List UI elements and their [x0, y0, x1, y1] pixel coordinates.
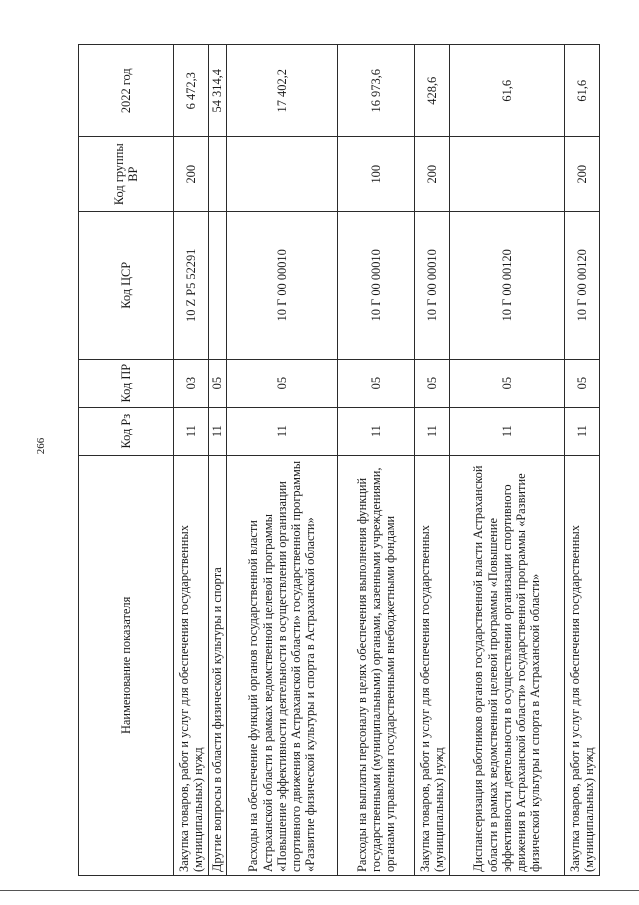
cell-csr: 10 Z P5 52291 [174, 211, 209, 359]
table-row [450, 45, 565, 876]
budget-table-container [78, 44, 600, 876]
header-vr: Код группы ВР [79, 137, 174, 211]
table-row [209, 45, 227, 876]
cell-vr: 100 [338, 137, 415, 211]
cell-pr: 05 [209, 359, 227, 407]
cell-pr: 05 [450, 359, 565, 407]
cell-vr: 200 [174, 137, 209, 211]
cell-pr: 05 [415, 359, 450, 407]
cell-name: Закупка товаров, работ и услуг для обеспечения государственных (муниципальных) нужд [415, 455, 450, 875]
cell-amount: 428,6 [415, 45, 450, 137]
cell-vr [227, 137, 338, 211]
cell-csr: 10 Г 00 00010 [338, 211, 415, 359]
cell-name: Расходы на обеспечение функций органов государственной власти Астраханской области в рамках ведомственной целевой программы «Повышение эффективности деятельности в осуществлении организации спортивного движения в Астраханской области» государственной программы «Развитие физической культуры и спорта в Астраханской области» [227, 455, 338, 875]
cell-vr: 200 [565, 137, 600, 211]
cell-name: Диспансеризация работников органов государственной власти Астраханской области в рамках ведомственной целевой программы «Повышение эффективности деятельности в осуществлении организации спортивного движения в Астраханской области» государственной программы «Развитие физической культуры и спорта в Астраханской области» [450, 455, 565, 875]
cell-amount: 61,6 [450, 45, 565, 137]
cell-csr: 10 Г 00 00010 [415, 211, 450, 359]
table-row [227, 45, 338, 876]
cell-amount: 54 314,4 [209, 45, 227, 137]
table-row [174, 45, 209, 876]
cell-name: Другие вопросы в области физической культуры и спорта [209, 455, 227, 875]
cell-rz: 11 [338, 407, 415, 455]
cell-rz: 11 [209, 407, 227, 455]
table-row [338, 45, 415, 876]
cell-csr: 10 Г 00 00120 [450, 211, 565, 359]
header-csr: Код ЦСР [79, 211, 174, 359]
cell-amount: 16 973,6 [338, 45, 415, 137]
cell-amount: 61,6 [565, 45, 600, 137]
cell-name: Расходы на выплаты персоналу в целях обеспечения выполнения функций государственными (муниципальными) органами, казенными учреждениями, органами управления государственными внебюджетными фондами [338, 455, 415, 875]
cell-name: Закупка товаров, работ и услуг для обеспечения государственных (муниципальных) нужд [174, 455, 209, 875]
cell-name: Закупка товаров, работ и услуг для обеспечения государственных (муниципальных) нужд [565, 455, 600, 875]
header-amount: 2022 год [79, 45, 174, 137]
table-header-row [79, 45, 174, 876]
cell-csr: 10 Г 00 00120 [565, 211, 600, 359]
cell-amount: 6 472,3 [174, 45, 209, 137]
cell-rz: 11 [450, 407, 565, 455]
cell-rz: 11 [174, 407, 209, 455]
cell-vr [450, 137, 565, 211]
header-rz: Код Рз [79, 407, 174, 455]
cell-pr: 05 [227, 359, 338, 407]
cell-pr: 05 [565, 359, 600, 407]
cell-csr: 10 Г 00 00010 [227, 211, 338, 359]
cell-vr: 200 [415, 137, 450, 211]
header-pr: Код ПР [79, 359, 174, 407]
table-row [565, 45, 600, 876]
page-number: 266 [35, 437, 47, 455]
table-row [415, 45, 450, 876]
cell-pr: 03 [174, 359, 209, 407]
budget-table [78, 44, 600, 876]
cell-rz: 11 [227, 407, 338, 455]
cell-rz: 11 [415, 407, 450, 455]
page-bottom-rule [0, 890, 639, 891]
cell-amount: 17 402,2 [227, 45, 338, 137]
cell-csr [209, 211, 227, 359]
cell-rz: 11 [565, 407, 600, 455]
header-name: Наименование показателя [79, 455, 174, 875]
cell-pr: 05 [338, 359, 415, 407]
cell-vr [209, 137, 227, 211]
